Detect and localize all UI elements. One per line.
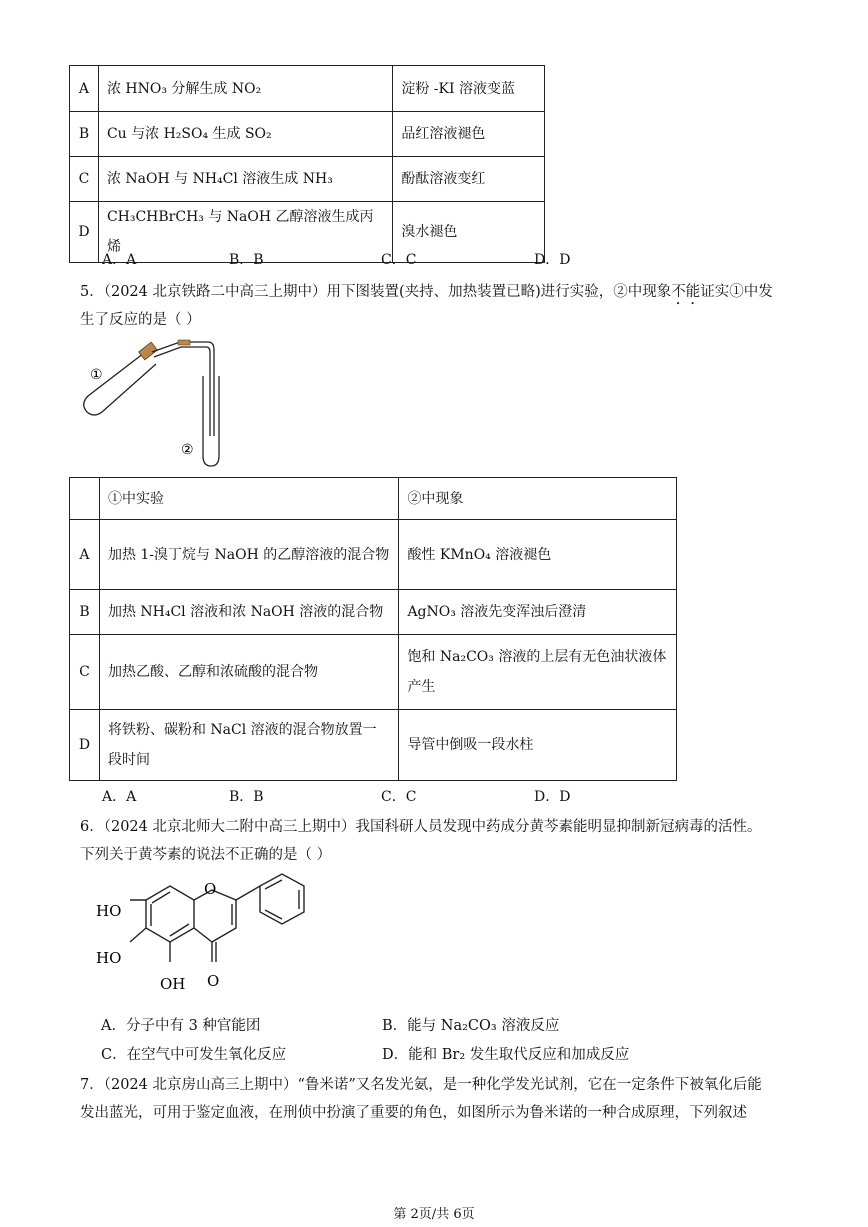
choice-b[interactable]: B．能与 Na₂CO₃ 溶液反应 bbox=[382, 1018, 560, 1034]
experiment-cell: Cu 与浓 H₂SO₄ 生成 SO₂ bbox=[98, 112, 392, 157]
reaction-test-table bbox=[69, 65, 545, 263]
label-tube-1: ① bbox=[90, 367, 103, 383]
experiment-cell: 加热乙酸、乙醇和浓硫酸的混合物 bbox=[99, 635, 398, 710]
question-7-stem: 7．（2024 北京房山高三上期中）“鲁米诺”又名发光氨，是一种化学发光试剂，它在一定条件下被氧化后能 bbox=[80, 1077, 762, 1093]
apparatus-diagram bbox=[80, 332, 240, 472]
table-row bbox=[70, 112, 545, 157]
ring-o-label: O bbox=[204, 880, 217, 898]
question-5-stem: 5．（2024 北京铁路二中高三上期中）用下图装置(夹持、加热装置已略)进行实验，②中现象不能证实①中发 bbox=[80, 284, 773, 300]
row-key: C bbox=[70, 157, 99, 202]
table-row bbox=[70, 66, 545, 112]
page-footer: 第 2页/共 6页 bbox=[393, 1207, 475, 1222]
ho-label-bottom: HO bbox=[96, 949, 122, 967]
experiment-cell: 加热 NH₄Cl 溶液和浓 NaOH 溶液的混合物 bbox=[99, 590, 398, 635]
phenomenon-cell: 酸性 KMnO₄ 溶液褪色 bbox=[399, 520, 677, 590]
phenomenon-cell: 导管中倒吸一段水柱 bbox=[399, 710, 677, 781]
question-6-stem: 6．（2024 北京北师大二附中高三上期中）我国科研人员发现中药成分黄芩素能明显抑制新冠病毒的活性。 bbox=[80, 819, 762, 835]
header-phenomenon: ②中现象 bbox=[399, 478, 677, 520]
option-b[interactable]: B．B bbox=[229, 252, 264, 268]
phenomenon-cell: 酚酞溶液变红 bbox=[393, 157, 545, 202]
row-key: B bbox=[70, 112, 99, 157]
ho-label-top: HO bbox=[96, 902, 122, 920]
table-header bbox=[70, 478, 677, 520]
emphasis-text: 不能 bbox=[671, 284, 701, 300]
option-c[interactable]: C．C bbox=[381, 252, 417, 268]
phenomenon-cell: 品红溶液褪色 bbox=[393, 112, 545, 157]
baicalein-structure bbox=[92, 870, 322, 1000]
row-key: D bbox=[70, 202, 99, 263]
option-d[interactable]: D．D bbox=[534, 789, 571, 805]
row-key: D bbox=[70, 710, 100, 781]
phenomenon-cell: 溴水褪色 bbox=[393, 202, 545, 263]
option-a[interactable]: A．A bbox=[102, 252, 137, 268]
label-tube-2: ② bbox=[181, 442, 194, 458]
question-6-stem-cont: 下列关于黄芩素的说法不正确的是（ ） bbox=[80, 847, 332, 863]
table-row bbox=[70, 710, 677, 781]
table-row bbox=[70, 202, 545, 263]
experiment-phenomenon-table bbox=[69, 477, 677, 781]
table-row bbox=[70, 635, 677, 710]
row-key: B bbox=[70, 590, 100, 635]
keto-o-label: O bbox=[207, 972, 220, 990]
option-d[interactable]: D．D bbox=[534, 252, 571, 268]
experiment-cell: 加热 1-溴丁烷与 NaOH 的乙醇溶液的混合物 bbox=[99, 520, 398, 590]
option-c[interactable]: C．C bbox=[381, 789, 417, 805]
question-5-stem-cont: 生了反应的是（ ） bbox=[80, 312, 201, 328]
row-key: A bbox=[70, 66, 99, 112]
row-key: C bbox=[70, 635, 100, 710]
phenomenon-cell: AgNO₃ 溶液先变浑浊后澄清 bbox=[399, 590, 677, 635]
header-experiment: ①中实验 bbox=[99, 478, 398, 520]
row-key: A bbox=[70, 520, 100, 590]
choice-c[interactable]: C．在空气中可发生氧化反应 bbox=[101, 1047, 287, 1063]
table-row bbox=[70, 520, 677, 590]
oh-label: OH bbox=[160, 975, 186, 993]
choice-a[interactable]: A．分子中有 3 种官能团 bbox=[101, 1018, 261, 1034]
experiment-cell: CH₃CHBrCH₃ 与 NaOH 乙醇溶液生成丙烯 bbox=[98, 202, 392, 263]
option-a[interactable]: A．A bbox=[102, 789, 137, 805]
choice-d[interactable]: D．能和 Br₂ 发生取代反应和加成反应 bbox=[382, 1047, 630, 1063]
phenomenon-cell: 淀粉 -KI 溶液变蓝 bbox=[393, 66, 545, 112]
phenomenon-cell: 饱和 Na₂CO₃ 溶液的上层有无色油状液体产生 bbox=[399, 635, 677, 710]
question-7-stem-cont: 发出蓝光，可用于鉴定血液，在刑侦中扮演了重要的角色，如图所示为鲁米诺的一种合成原理，下列叙述 bbox=[80, 1105, 747, 1121]
experiment-cell: 将铁粉、碳粉和 NaCl 溶液的混合物放置一段时间 bbox=[99, 710, 398, 781]
option-b[interactable]: B．B bbox=[229, 789, 264, 805]
experiment-cell: 浓 NaOH 与 NH₄Cl 溶液生成 NH₃ bbox=[98, 157, 392, 202]
table-row bbox=[70, 157, 545, 202]
table-row bbox=[70, 590, 677, 635]
experiment-cell: 浓 HNO₃ 分解生成 NO₂ bbox=[98, 66, 392, 112]
